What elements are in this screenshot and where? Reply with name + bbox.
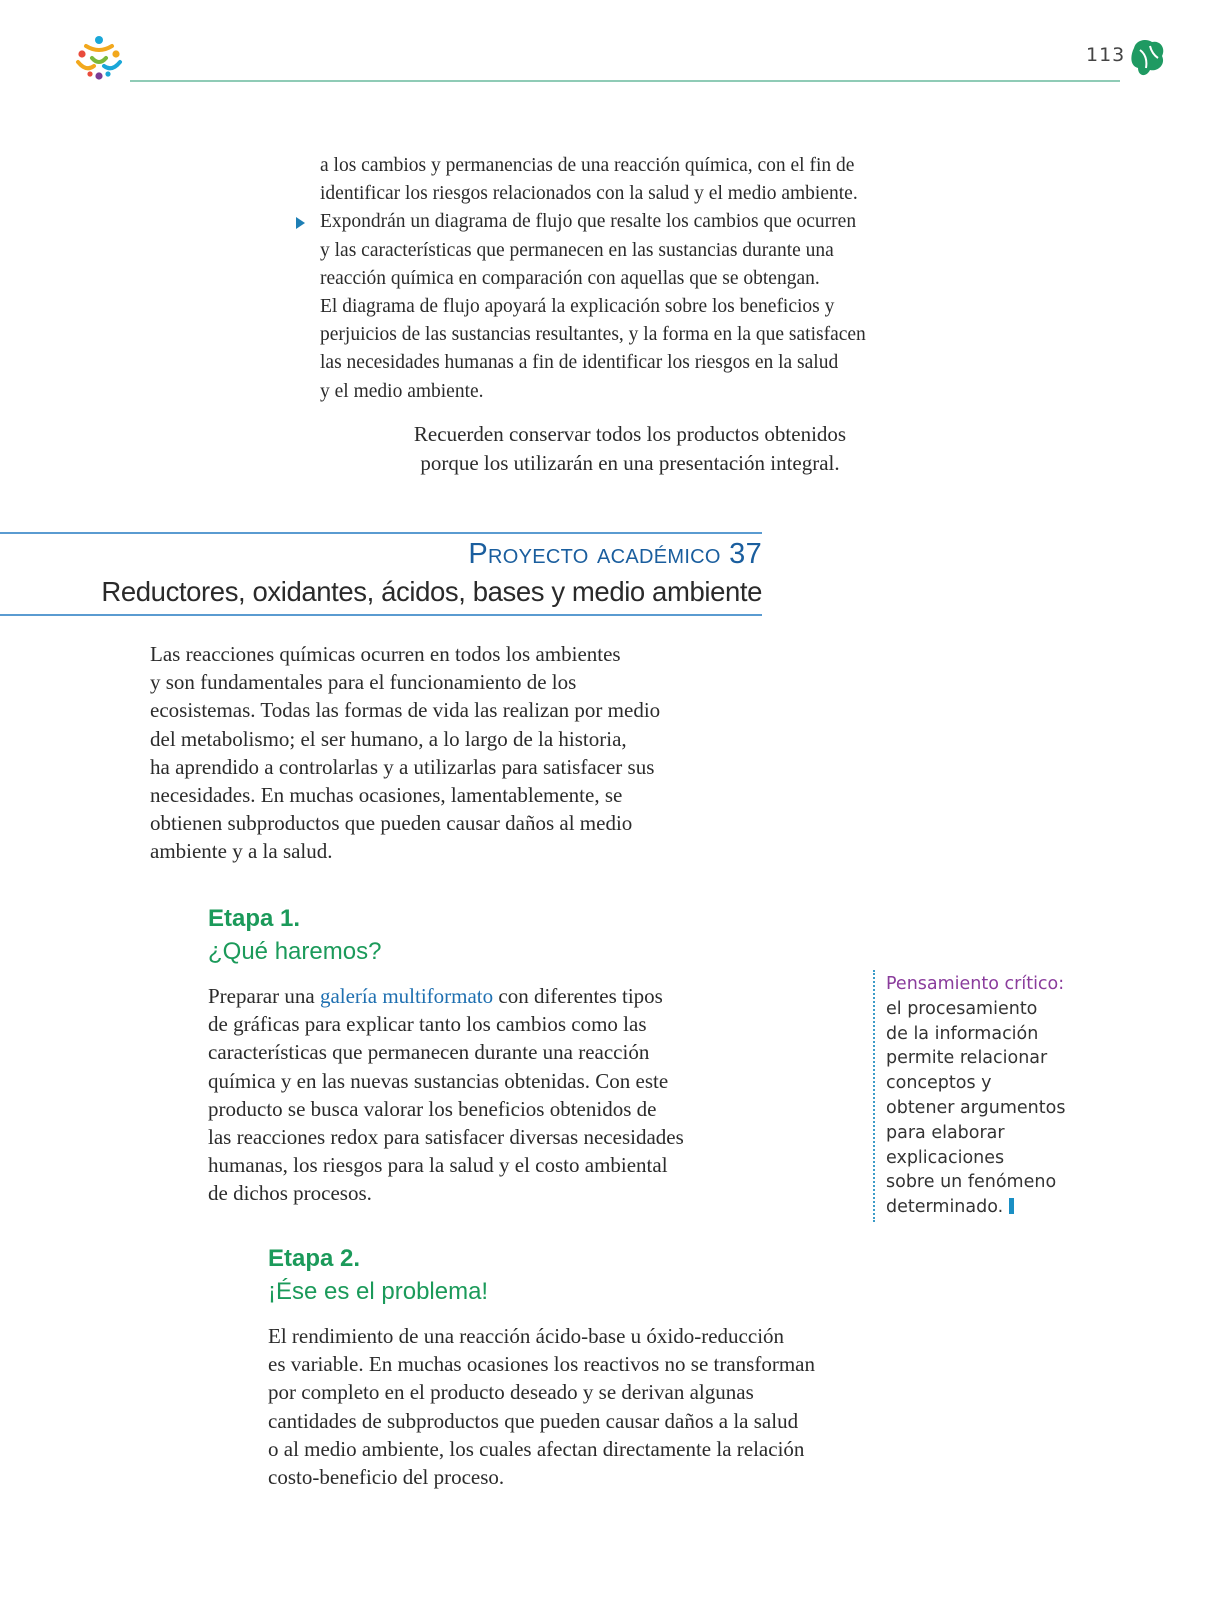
- paragraph-line: necesidades. En muchas ocasiones, lamentablemente, se: [150, 783, 623, 808]
- note-end-marker-icon: [1009, 1198, 1014, 1214]
- bullet-triangle-icon: [296, 217, 305, 229]
- note-title: Pensamiento crítico:: [886, 974, 1065, 994]
- green-leaf-icon: [1130, 38, 1166, 78]
- intro-line: a los cambios y permanencias de una reacción química, con el fin de: [320, 155, 855, 176]
- heading-rule-top: [0, 532, 762, 534]
- reminder-note: [350, 420, 910, 478]
- paragraph-line: ambiente y a la salud.: [150, 839, 333, 864]
- note-dotted-rule: [873, 970, 875, 1222]
- bullet-item: [320, 208, 920, 236]
- stage2-subtitle: ¡Ése es el problema!: [268, 1278, 489, 1305]
- stage1-text-before: Preparar una: [208, 984, 320, 1008]
- stage1-subtitle: ¿Qué haremos?: [208, 938, 382, 965]
- colorful-people-circle-icon: [72, 32, 126, 86]
- project-kicker: Proyecto académico 37: [468, 538, 762, 570]
- note-line: el procesamiento: [886, 998, 1038, 1019]
- stage1-paragraph: [208, 982, 768, 1208]
- paragraph-line: del metabolismo; el ser humano, a lo largo de la historia,: [150, 726, 627, 751]
- paragraph-line: ha aprendido a controlarlas y a utilizarlas para satisfacer sus: [150, 754, 655, 779]
- note-line: explicaciones: [886, 1147, 1005, 1168]
- note-line: sobre un fenómeno: [886, 1172, 1057, 1193]
- paragraph-line: es variable. En muchas ocasiones los reactivos no se transforman: [268, 1352, 815, 1377]
- page-number: 113: [1086, 44, 1126, 66]
- paragraph-line: las reacciones redox para satisfacer diversas necesidades: [208, 1125, 684, 1150]
- bullet-line: y el medio ambiente.: [320, 380, 484, 402]
- paragraph-line: El rendimiento de una reacción ácido-base u óxido-reducción: [268, 1324, 785, 1348]
- stage1-heading: [208, 902, 381, 968]
- paragraph-line: ecosistemas. Todas las formas de vida las realizan por medio: [150, 698, 661, 723]
- paragraph-line: y son fundamentales para el funcionamiento de los: [150, 670, 577, 695]
- stage1-text-after: con diferentes tipos: [493, 984, 663, 1008]
- bullet-line: las necesidades humanas a fin de identificar los riesgos en la salud: [320, 352, 839, 374]
- bullet-line: y las características que permanecen en las sustancias durante una: [320, 239, 834, 261]
- paragraph-line: por completo en el producto deseado y se derivan algunas: [268, 1380, 754, 1405]
- bullet-line: perjuicios de las sustancias resultantes, y la forma en la que satisfacen: [320, 324, 866, 346]
- heading-rule-bottom: [0, 614, 762, 616]
- note-line-last: [886, 1195, 1086, 1220]
- intro-line: identificar los riesgos relacionados con la salud y el medio ambiente.: [320, 183, 858, 205]
- note-line: para elaborar: [886, 1122, 1005, 1143]
- note-line: obtener argumentos: [886, 1097, 1066, 1118]
- reminder-line: porque los utilizarán en una presentación integral.: [420, 451, 840, 475]
- paragraph-line: o al medio ambiente, los cuales afectan directamente la relación: [268, 1436, 805, 1461]
- bullet-line: reacción química en comparación con aquellas que se obtengan.: [320, 267, 820, 289]
- stage2-heading: [268, 1242, 488, 1308]
- paragraph-line: de dichos procesos.: [208, 1181, 372, 1206]
- paragraph-line: producto se busca valorar los beneficios obtenidos de: [208, 1096, 657, 1121]
- paragraph-line: humanas, los riesgos para la salud y el costo ambiental: [208, 1153, 668, 1178]
- paragraph-line: química y en las nuevas sustancias obtenidas. Con este: [208, 1068, 669, 1093]
- critical-thinking-note: [886, 972, 1086, 1220]
- paragraph-line: Las reacciones químicas ocurren en todos los ambientes: [150, 642, 621, 666]
- note-line: conceptos y: [886, 1073, 992, 1094]
- paragraph-line: características que permanecen durante una reacción: [208, 1040, 650, 1065]
- paragraph-line: obtienen subproductos que pueden causar daños al medio: [150, 811, 633, 836]
- project-title: Reductores, oxidantes, ácidos, bases y medio ambiente: [101, 576, 762, 607]
- gallery-link[interactable]: galería multiformato: [319, 984, 494, 1008]
- stage1-label: Etapa 1.: [208, 905, 301, 932]
- note-line: de la información: [886, 1023, 1039, 1044]
- note-line: determinado.: [886, 1197, 1004, 1218]
- bullet-line: Expondrán un diagrama de flujo que resalte los cambios que ocurren: [320, 211, 857, 233]
- paragraph-line: cantidades de subproductos que pueden causar daños a la salud: [268, 1408, 799, 1433]
- stage2-paragraph: [268, 1322, 888, 1491]
- paragraph-line: [208, 982, 768, 1010]
- paragraph-line: costo-beneficio del proceso.: [268, 1465, 505, 1490]
- note-line: permite relacionar: [886, 1048, 1048, 1069]
- stage2-label: Etapa 2.: [268, 1245, 361, 1272]
- bullet-line: El diagrama de flujo apoyará la explicación sobre los beneficios y: [320, 296, 835, 318]
- paragraph-line: de gráficas para explicar tanto los cambios como las: [208, 1012, 647, 1037]
- intro-block: [320, 152, 920, 406]
- main-paragraph: [150, 640, 720, 866]
- reminder-line: Recuerden conservar todos los productos obtenidos: [413, 422, 847, 446]
- header-divider: [130, 80, 1120, 82]
